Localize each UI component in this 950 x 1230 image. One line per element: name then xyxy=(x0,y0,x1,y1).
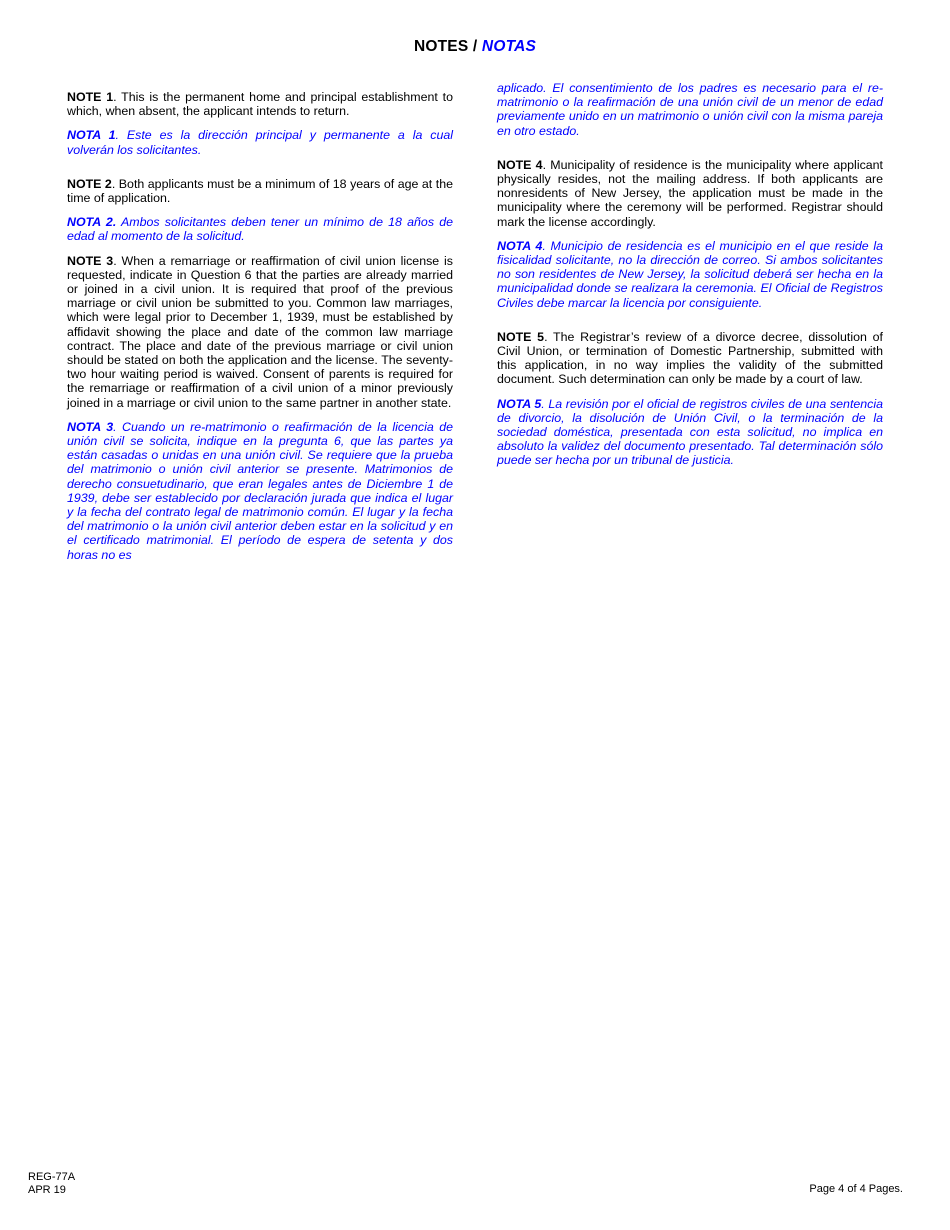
nota-5 xyxy=(497,397,883,468)
note-4-label: NOTE 4 xyxy=(497,157,543,172)
nota-3-text: . Cuando un re-matrimonio o reafirmación de la licencia de unión civil se solicita, indique en la pregunta 6, que las partes ya están casadas o unidas en una unión civil. Se requiere que la prueba del matrimonio o unión civil anterior se presente. Matrimonios de derecho consuetudinario, que eran legales antes de Diciembre 1 de 1939, debe ser establecido por declaración jurada que indica el lugar y la fecha del contrato legal de matrimonio común. El lugar y la fecha del matrimonio o la unión civil anterior deben estar en la solicitud y en el certificado matrimonial. El período de espera de setenta y dos horas no es xyxy=(67,419,453,562)
page-number: Page 4 of 4 Pages. xyxy=(809,1183,903,1195)
nota-5-text: . La revisión por el oficial de registros civiles de una sentencia de divorcio, la disolución de Unión Civil, o la terminación de la sociedad doméstica, presentada con esta solicitud, no implica en absoluto la validez del documento presentado. Tal determinación sólo puede ser hecha por un tribunal de justicia. xyxy=(497,396,884,468)
left-column xyxy=(67,90,453,562)
title-es: NOTAS xyxy=(481,38,537,55)
nota-2 xyxy=(67,215,453,243)
nota-1 xyxy=(67,128,453,156)
note-1-text: . This is the permanent home and principal establishment to which, when absent, the applicant intends to return. xyxy=(67,90,453,119)
note-5-text: . The Registrar’s review of a divorce decree, dissolution of Civil Union, or termination of Domestic Partnership, submitted with this application, in no way implies the validity of the submitted document. Such determination can only be made by a court of law. xyxy=(497,329,883,387)
nota-1-label: NOTA 1 xyxy=(67,128,116,143)
title-en: NOTES xyxy=(413,38,469,55)
nota-2-label: NOTA 2. xyxy=(67,215,117,230)
nota-4 xyxy=(497,239,883,310)
note-3 xyxy=(67,254,453,410)
note-2-label: NOTE 2 xyxy=(67,176,112,191)
nota-4-label: NOTA 4 xyxy=(497,238,543,253)
nota-5-label: NOTA 5 xyxy=(497,396,542,411)
right-column xyxy=(497,81,883,468)
note-2 xyxy=(67,177,453,205)
nota-3-label: NOTA 3 xyxy=(67,419,114,434)
footer-form-info xyxy=(28,1171,75,1196)
nota-1-text: . Este es la dirección principal y permanente a la cual volverán los solicitantes. xyxy=(67,128,453,157)
nota-4-text: . Municipio de residencia es el municipio en el que reside la fisicalidad solicitante, no la dirección de correo. Si ambos solicitantes no son residentes de New Jersey, la solicitud deberá ser hecha en la municipalidad donde se realizara la ceremonia. El Oficial de Registros Civiles debe marcar la licencia por consiguiente. xyxy=(497,238,883,310)
note-5-label: NOTE 5 xyxy=(497,329,545,344)
nota-3 xyxy=(67,420,453,562)
note-5 xyxy=(497,330,883,387)
note-3-label: NOTE 3 xyxy=(67,253,114,268)
page-title xyxy=(0,38,950,56)
note-3-text: . When a remarriage or reaffirmation of civil union license is requested, indicate in Question 6 that the parties are already married or joined in a civil union. It is required that proof of the previous marriage or civil union be submitted to you. Common law marriages, which were legal prior to December 1, 1939, must be established by affidavit showing the place and date of the common law marriage contract. The place and date of the previous marriage or civil union should be stated on both the application and the license. The seventy-two hour waiting period is waived. Consent of parents is required for the remarriage or reaffirmation of a civil union of a minor previously joined in a marriage or civil union to the same partner in another state. xyxy=(67,253,453,410)
form-revision: APR 19 xyxy=(28,1183,66,1196)
note-4-text: . Municipality of residence is the municipality where applicant physically resides, not the mailing address. If both applicants are nonresidents of New Jersey, the application must be made in the municipality where the ceremony will be performed. Registrar should mark the license accordingly. xyxy=(497,157,883,229)
note-1-label: NOTE 1 xyxy=(67,90,114,104)
nota-3-continued xyxy=(497,81,883,138)
nota-2-text: Ambos solicitantes deben tener un mínimo de 18 años de edad al momento de la solicitud. xyxy=(67,215,454,244)
title-separator: / xyxy=(472,38,478,55)
form-id: REG-77A xyxy=(28,1171,76,1183)
note-1 xyxy=(67,90,453,118)
nota-3-continued-text: aplicado. El consentimiento de los padres es necesario para el re-matrimonio o la reafirmación de una unión civil de un menor de edad previamente unido en un matrimonio o unión civil con la misma pareja en otro estado. xyxy=(497,81,883,138)
note-4 xyxy=(497,158,883,229)
note-2-text: . Both applicants must be a minimum of 18 years of age at the time of application. xyxy=(67,176,453,206)
